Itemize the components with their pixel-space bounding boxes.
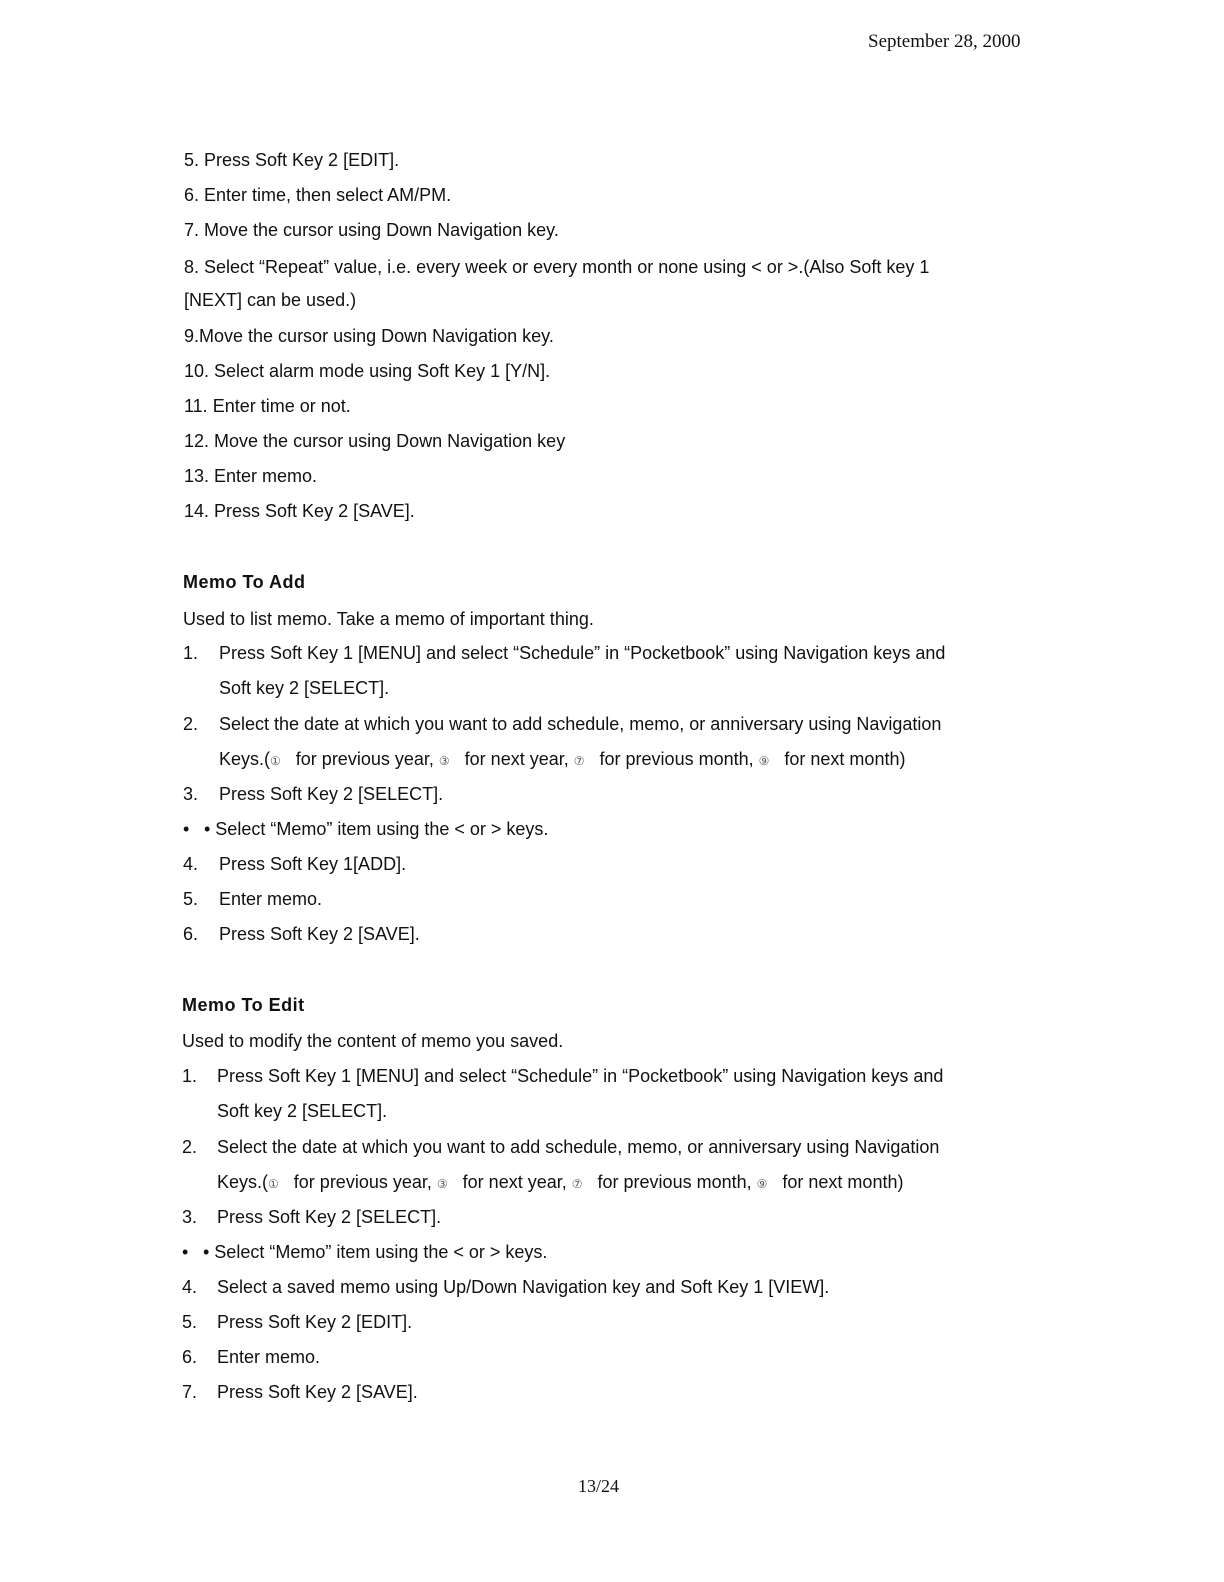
step-number: 2. [183,714,199,734]
step-item: Select the date at which you want to add schedule, memo, or anniversary using Navigation [217,1137,940,1157]
step-item: Enter memo. [217,1347,321,1367]
step-number: 6. [182,1347,198,1367]
step-number: 1. [183,643,199,663]
step-item: 5. Press Soft Key 2 [EDIT]. [184,150,400,170]
step-item: Soft key 2 [SELECT]. [217,1101,388,1121]
prev-year-key-icon: ① [268,1177,279,1191]
step-item: Press Soft Key 2 [SAVE]. [219,924,420,944]
next-year-key-icon: ③ [436,1177,448,1191]
text: for next month) [784,749,906,769]
text: for next month) [782,1172,904,1192]
text: Keys.( [219,749,271,769]
step-item: 9.Move the cursor using Down Navigation key. [184,326,554,346]
section-title: Memo To Edit [182,995,305,1015]
step-item: Press Soft Key 1[ADD]. [219,854,407,874]
step-item: 10. Select alarm mode using Soft Key 1 [Y/N]. [184,361,551,381]
step-number: 6. [183,924,199,944]
step-number: 5. [182,1312,198,1332]
step-number: 5. [183,889,199,909]
navigation-keys-line [219,749,905,770]
step-item: Enter memo. [219,889,323,909]
step-item: Press Soft Key 2 [EDIT]. [217,1312,413,1332]
prev-month-key-icon: ⑦ [571,1177,583,1191]
header-date: September 28, 2000 [868,31,1021,52]
text: for next year, [462,1172,567,1192]
bullet: • [183,819,190,839]
step-item: 8. Select “Repeat” value, i.e. every week or every month or none using < or >.(Also Soft key 1 [184,257,930,277]
bullet-item: • Select “Memo” item using the < or > keys. [203,1242,548,1262]
prev-month-key-icon: ⑦ [573,754,585,768]
section-intro: Used to list memo. Take a memo of important thing. [183,609,594,629]
next-year-key-icon: ③ [438,754,450,768]
text: for previous month, [597,1172,752,1192]
step-number: 3. [183,784,199,804]
section-title: Memo To Add [183,572,306,592]
text: for previous year, [293,1172,432,1192]
next-month-key-icon: ⑨ [758,754,770,768]
step-item: Soft key 2 [SELECT]. [219,678,390,698]
bullet-item: • Select “Memo” item using the < or > keys. [204,819,549,839]
step-item: 13. Enter memo. [184,466,318,486]
step-item: 14. Press Soft Key 2 [SAVE]. [184,501,415,521]
step-item: 7. Move the cursor using Down Navigation key. [184,220,559,240]
text: for previous year, [295,749,434,769]
step-number: 1. [182,1066,198,1086]
bullet: • [182,1242,189,1262]
step-item: Press Soft Key 2 [SAVE]. [217,1382,418,1402]
step-number: 7. [182,1382,198,1402]
step-item: Select the date at which you want to add schedule, memo, or anniversary using Navigation [219,714,942,734]
text: Keys.( [217,1172,269,1192]
step-item: Press Soft Key 1 [MENU] and select “Schedule” in “Pocketbook” using Navigation keys and [217,1066,944,1086]
step-item: 12. Move the cursor using Down Navigation key [184,431,566,451]
navigation-keys-line [217,1172,903,1193]
step-item: Select a saved memo using Up/Down Navigation key and Soft Key 1 [VIEW]. [217,1277,830,1297]
prev-year-key-icon: ① [270,754,281,768]
step-item: Press Soft Key 2 [SELECT]. [217,1207,442,1227]
step-item: Press Soft Key 1 [MENU] and select “Schedule” in “Pocketbook” using Navigation keys and [219,643,946,663]
next-month-key-icon: ⑨ [756,1177,768,1191]
step-item: 11. Enter time or not. [184,396,351,416]
step-number: 2. [182,1137,198,1157]
section-intro: Used to modify the content of memo you saved. [182,1031,564,1051]
step-item: 6. Enter time, then select AM/PM. [184,185,452,205]
step-item: [NEXT] can be used.) [184,290,357,310]
text: for previous month, [599,749,754,769]
step-number: 3. [182,1207,198,1227]
text: for next year, [464,749,569,769]
step-number: 4. [183,854,199,874]
step-item: Press Soft Key 2 [SELECT]. [219,784,444,804]
step-number: 4. [182,1277,198,1297]
page-number: 13/24 [578,1476,620,1496]
